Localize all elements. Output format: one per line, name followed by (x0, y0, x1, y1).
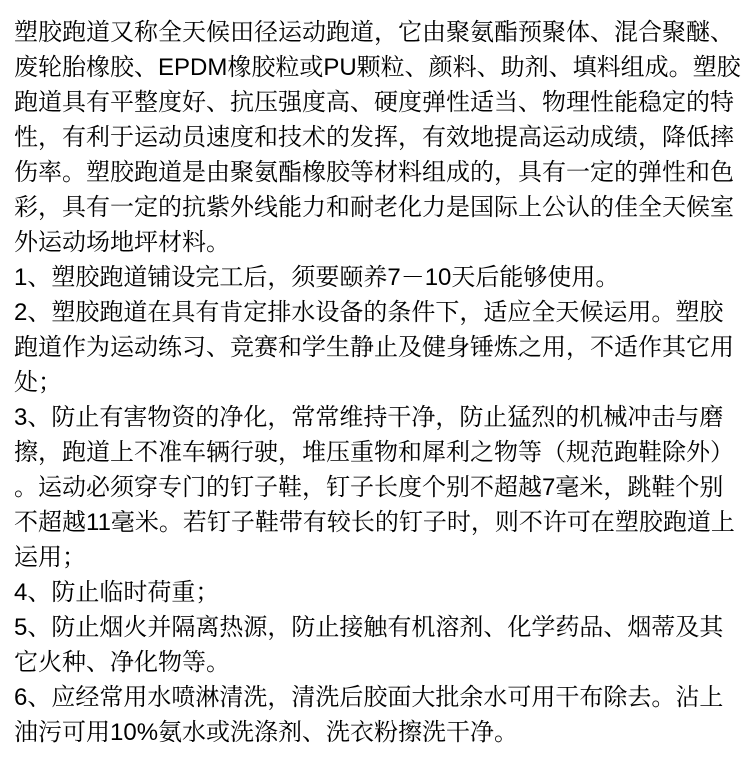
maintenance-item-1: 1、塑胶跑道铺设完工后，须要颐养7－10天后能够使用。 (14, 264, 620, 291)
maintenance-item-5: 5、防止烟火并隔离热源，防止接触有机溶剂、化学药品、烟蒂及其它火种、净化物等。 (14, 614, 724, 676)
maintenance-item-2: 2、塑胶跑道在具有肯定排水设备的条件下，适应全天候运用。塑胶跑道作为运动练习、竞赛和学生静止及健身锤炼之用，不适作其它用处； (14, 299, 734, 396)
maintenance-item-4: 4、防止临时荷重； (14, 579, 220, 606)
maintenance-item-3: 3、防止有害物资的净化，常常维持干净，防止猛烈的机械冲击与磨擦，跑道上不准车辆行驶，堆压重物和犀利之物等（规范跑鞋除外）。运动必须穿专门的钉子鞋，钉子长度个别不超越7毫米，跳鞋个别不超越11毫米。若钉子鞋带有较长的钉子时，则不许可在塑胶跑道上运用； (14, 404, 735, 571)
maintenance-item-6: 6、应经常用水喷淋清洗，清洗后胶面大批余水可用干布除去。沾上油污可用10%氨水或洗涤剂、洗衣粉擦洗干净。 (14, 684, 724, 746)
intro-paragraph: 塑胶跑道又称全天候田径运动跑道，它由聚氨酯预聚体、混合聚醚、废轮胎橡胶、EPDM橡胶粒或PU颗粒、颜料、助剂、填料组成。塑胶跑道具有平整度好、抗压强度高、硬度弹性适当、物理性能稳定的特性，有利于运动员速度和技术的发挥，有效地提高运动成绩，降低摔伤率。塑胶跑道是由聚氨酯橡胶等材料组成的，具有一定的弹性和色彩，具有一定的抗紫外线能力和耐老化力是国际上公认的佳全天候室外运动场地坪材料。 (14, 19, 741, 256)
